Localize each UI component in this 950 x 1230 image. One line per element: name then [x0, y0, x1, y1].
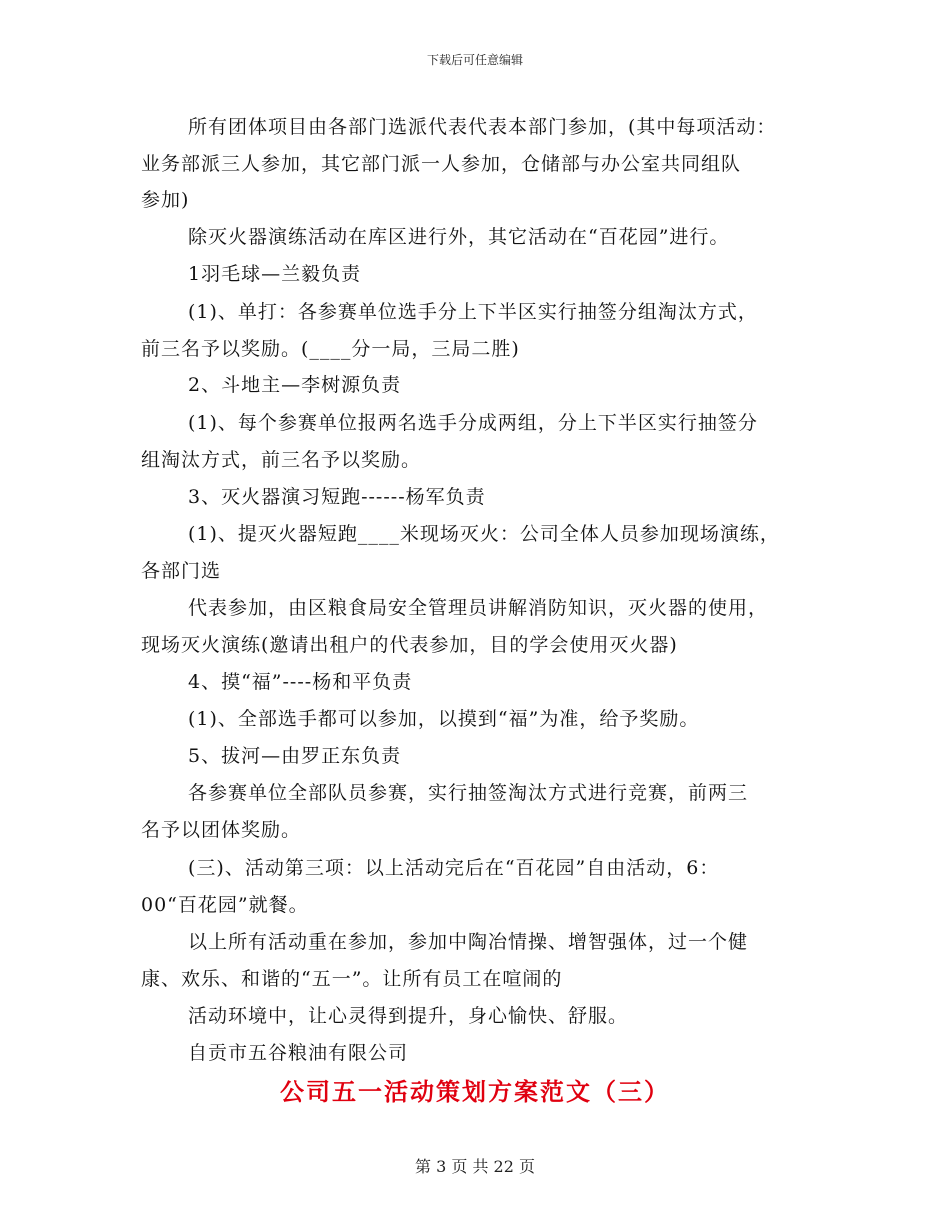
paragraph-line: 以上所有活动重在参加，参加中陶冶情操、增智强体，过一个健: [188, 931, 749, 953]
paragraph-line: 现场灭火演练(邀请出租户的代表参加，目的学会使用灭火器): [141, 634, 678, 656]
paragraph-line: (三)、活动第三项：以上活动完后在“百花园”自由活动，6：: [188, 857, 720, 879]
paragraph-line: 前三名予以奖励。(____分一局，三局二胜): [141, 338, 520, 360]
paragraph-line: 活动环境中，让心灵得到提升，身心愉快、舒服。: [188, 1005, 629, 1027]
paragraph-line: 除灭火器演练活动在库区进行外，其它活动在“百花园”进行。: [188, 226, 730, 248]
paragraph-line: 00“百花园”就餐。: [141, 894, 309, 916]
section-title: 公司五一活动策划方案范文（三）: [280, 1078, 670, 1106]
item-heading: 3、灭火器演习短跑------杨军负责: [188, 486, 486, 508]
paragraph-line: 各参赛单位全部队员参赛，实行抽签淘汰方式进行竞赛，前两三: [188, 782, 749, 804]
item-heading: 4、摸“福”----杨和平负责: [188, 671, 413, 693]
item-heading: 2、斗地主—李树源负责: [188, 374, 402, 396]
paragraph-line: 各部门选: [141, 560, 222, 582]
page-footer: 第 3 页 共 22 页: [415, 1157, 535, 1176]
item-heading: 1羽毛球—兰毅负责: [188, 263, 362, 285]
paragraph-line: (1)、每个参赛单位报两名选手分成两组，分上下半区实行抽签分: [188, 412, 758, 434]
paragraph-line: 名予以团体奖励。: [141, 819, 302, 841]
paragraph-line: 所有团体项目由各部门选派代表代表本部门参加，(其中每项活动：: [188, 116, 777, 138]
item-heading: 5、拔河—由罗正东负责: [188, 745, 402, 767]
paragraph-line: 组淘汰方式，前三名予以奖励。: [141, 449, 422, 471]
paragraph-line: 参加): [141, 189, 190, 211]
paragraph-line: 代表参加，由区粮食局安全管理员讲解消防知识，灭火器的使用，: [188, 597, 769, 619]
company-name: 自贡市五谷粮油有限公司: [188, 1042, 409, 1064]
page-header: 下载后可任意编辑: [426, 53, 523, 67]
paragraph-line: 康、欢乐、和谐的“五一”。让所有员工在喧闹的: [141, 968, 563, 990]
paragraph-line: (1)、提灭火器短跑____米现场灭火：公司全体人员参加现场演练，: [188, 523, 780, 545]
paragraph-line: (1)、单打：各参赛单位选手分上下半区实行抽签分组淘汰方式，: [188, 301, 758, 323]
paragraph-line: (1)、全部选手都可以参加，以摸到“福”为准，给予奖励。: [188, 708, 700, 730]
paragraph-line: 业务部派三人参加，其它部门派一人参加，仓储部与办公室共同组队: [141, 153, 742, 175]
